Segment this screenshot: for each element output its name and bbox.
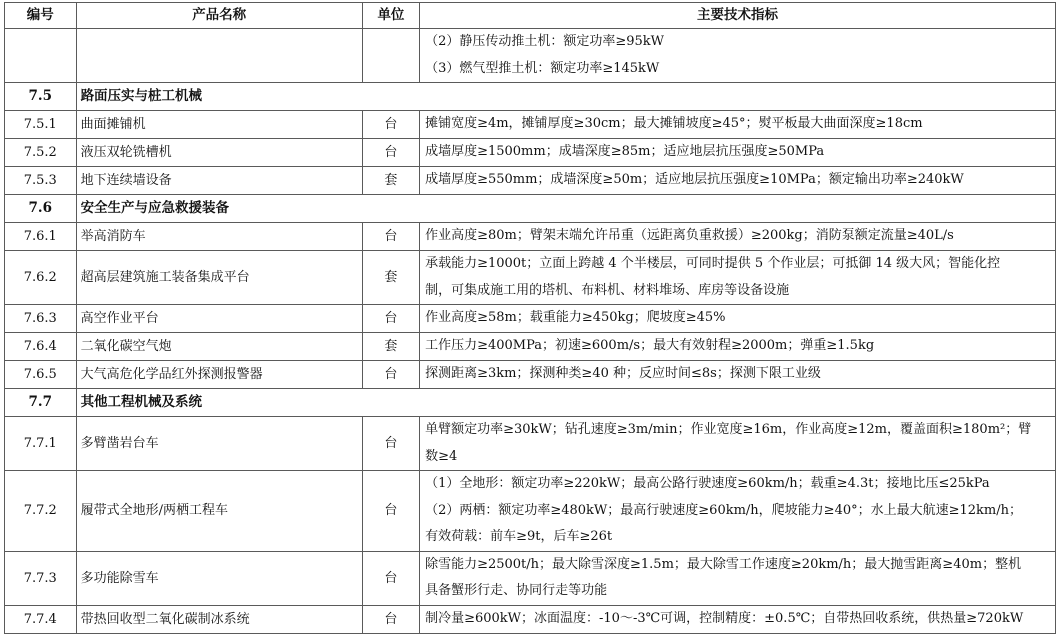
section-id: 7.7 [5, 389, 77, 417]
table-row [5, 471, 1056, 552]
unit-cell: 台 [362, 417, 419, 471]
spec-line: 工作压力≥400MPa；初速≥600m/s；最大有效射程≥2000m；弹重≥1.5kg [425, 338, 875, 354]
product-name: 多功能除雪车 [76, 551, 362, 605]
spec-cell [420, 167, 1056, 195]
spec-line: 制冷量≥600kW；冰面温度：-10～-3℃可调，控制精度：±0.5℃；自带热回收系统，供热量≥720kW [425, 610, 1024, 626]
table-row [5, 605, 1056, 633]
section-title: 路面压实与桩工机械 [76, 83, 1055, 111]
item-id: 7.5.2 [5, 139, 77, 167]
unit-cell: 台 [362, 223, 419, 251]
product-name: 带热回收型二氧化碳制冰系统 [76, 605, 362, 633]
item-id: 7.5.1 [5, 111, 77, 139]
spec-cell [420, 361, 1056, 389]
table-row [5, 111, 1056, 139]
table-row [5, 361, 1056, 389]
table-row [5, 305, 1056, 333]
product-name: 举高消防车 [76, 223, 362, 251]
product-name: 液压双轮铣槽机 [76, 139, 362, 167]
section-title: 其他工程机械及系统 [76, 389, 1055, 417]
header-spec: 主要技术指标 [420, 3, 1056, 29]
equipment-spec-table [4, 2, 1056, 634]
spec-line: 探测距离≥3km；探测种类≥40 种；反应时间≤8s；探测下限工业级 [425, 366, 821, 382]
unit-cell: 台 [362, 605, 419, 633]
table-row [5, 223, 1056, 251]
product-name: 曲面摊铺机 [76, 111, 362, 139]
spec-cell [420, 139, 1056, 167]
table-row [5, 333, 1056, 361]
item-id: 7.6.5 [5, 361, 77, 389]
item-id: 7.7.4 [5, 605, 77, 633]
spec-line: 成墙厚度≥1500mm；成墙深度≥85m；适应地层抗压强度≥50MPa [425, 144, 825, 160]
spec-line: 作业高度≥58m；载重能力≥450kg；爬坡度≥45% [425, 310, 726, 326]
spec-line: 作业高度≥80m；臂架末端允许吊重（远距离负重救援）≥200kg；消防泵额定流量≥40L/s [425, 228, 954, 244]
spec-line: 摊铺宽度≥4m，摊铺厚度≥30cm；最大摊铺坡度≥45°；熨平板最大曲面深度≥18cm [425, 116, 923, 132]
spec-cell [420, 551, 1056, 605]
unit-cell: 套 [362, 167, 419, 195]
unit-cell: 台 [362, 139, 419, 167]
product-name: 二氧化碳空气炮 [76, 333, 362, 361]
continuation-name-cell [76, 29, 362, 83]
continuation-id-cell [5, 29, 77, 83]
product-name: 地下连续墙设备 [76, 167, 362, 195]
spec-line: （3）燃气型推土机：额定功率≥145kW [425, 60, 660, 76]
table-row [5, 417, 1056, 471]
spec-cell [420, 417, 1056, 471]
unit-cell: 台 [362, 305, 419, 333]
product-name: 履带式全地形/两栖工程车 [76, 471, 362, 552]
section-row [5, 389, 1056, 417]
item-id: 7.7.1 [5, 417, 77, 471]
unit-cell: 套 [362, 251, 419, 305]
unit-cell: 套 [362, 333, 419, 361]
spec-cell [420, 111, 1056, 139]
continuation-unit-cell [362, 29, 419, 83]
spec-line: 单臂额定功率≥30kW；钻孔速度≥3m/min；作业宽度≥16m，作业高度≥12m，覆盖面积≥180m²；臂 [425, 422, 1032, 437]
item-id: 7.6.3 [5, 305, 77, 333]
product-name: 超高层建筑施工装备集成平台 [76, 251, 362, 305]
product-name: 大气高危化学品红外探测报警器 [76, 361, 362, 389]
spec-line: 制，可集成施工用的塔机、布料机、材料堆场、库房等设备设施 [425, 282, 790, 298]
spec-line: （1）全地形：额定功率≥220kW；最高公路行驶速度≥60km/h；载重≥4.3t；接地比压≤25kPa [425, 476, 990, 491]
header-name: 产品名称 [76, 3, 362, 29]
spec-cell [420, 605, 1056, 633]
unit-cell: 台 [362, 111, 419, 139]
spec-line: 承载能力≥1000t；立面上跨越 4 个半楼层，可同时提供 5 个作业层；可抵御 14 级大风；智能化控 [425, 256, 1001, 271]
table-row [5, 551, 1056, 605]
item-id: 7.5.3 [5, 167, 77, 195]
spec-line: 除雪能力≥2500t/h；最大除雪深度≥1.5m；最大除雪工作速度≥20km/h；最大抛雪距离≥40m；整机 [425, 556, 1022, 572]
product-name: 高空作业平台 [76, 305, 362, 333]
spec-cell [420, 333, 1056, 361]
section-id: 7.6 [5, 195, 77, 223]
unit-cell: 台 [362, 471, 419, 552]
table-row [5, 251, 1056, 305]
item-id: 7.7.2 [5, 471, 77, 552]
unit-cell: 台 [362, 361, 419, 389]
header-id: 编号 [5, 3, 77, 29]
spec-cell [420, 305, 1056, 333]
spec-cell [420, 251, 1056, 305]
table-row [5, 167, 1056, 195]
unit-cell: 台 [362, 551, 419, 605]
item-id: 7.6.4 [5, 333, 77, 361]
section-title: 安全生产与应急救援装备 [76, 195, 1055, 223]
continuation-spec-cell [420, 29, 1056, 83]
header-unit: 单位 [362, 3, 419, 29]
product-name: 多臂凿岩台车 [76, 417, 362, 471]
item-id: 7.7.3 [5, 551, 77, 605]
item-id: 7.6.2 [5, 251, 77, 305]
section-row [5, 195, 1056, 223]
header-row [5, 3, 1056, 29]
item-id: 7.6.1 [5, 223, 77, 251]
spec-line: 有效荷载：前车≥9t，后车≥26t [425, 529, 613, 544]
spec-cell [420, 471, 1056, 552]
continuation-row [5, 29, 1056, 83]
spec-line: 具备蟹形行走、协同行走等功能 [425, 583, 608, 598]
spec-line: （2）静压传动推土机：额定功率≥95kW [425, 34, 665, 49]
spec-line: 数≥4 [425, 448, 458, 464]
table-row [5, 139, 1056, 167]
spec-line: 成墙厚度≥550mm；成墙深度≥50m；适应地层抗压强度≥10MPa；额定输出功率≥240kW [425, 172, 964, 188]
section-row [5, 83, 1056, 111]
spec-cell [420, 223, 1056, 251]
section-id: 7.5 [5, 83, 77, 111]
spec-line: （2）两栖：额定功率≥480kW；最高行驶速度≥60km/h，爬坡能力≥40°；水上最大航速≥12km/h； [425, 502, 1022, 518]
